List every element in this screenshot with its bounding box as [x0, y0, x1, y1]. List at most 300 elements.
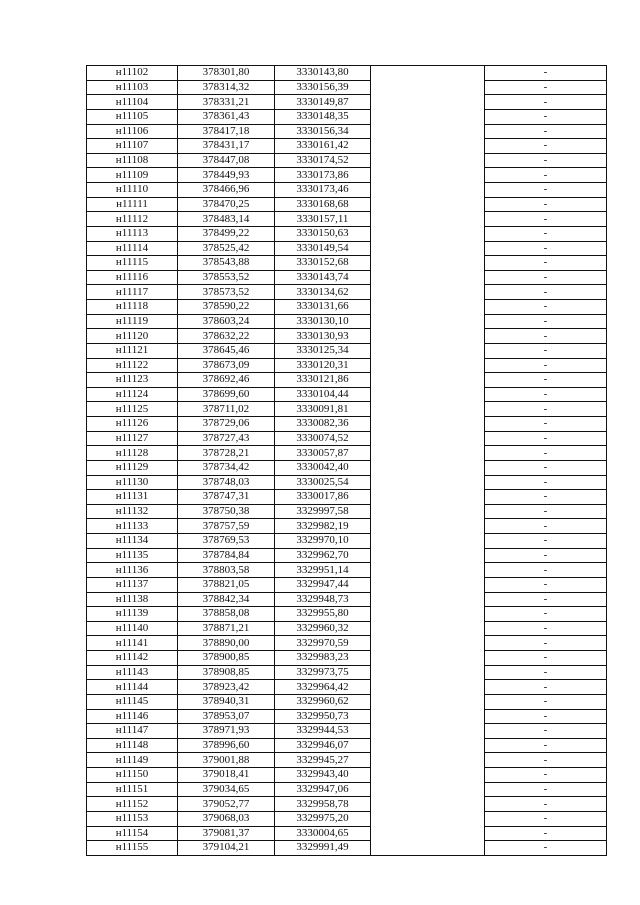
mark-cell: -: [485, 519, 607, 534]
note-cell: [371, 358, 485, 373]
note-cell: [371, 519, 485, 534]
point-cell: н11128: [87, 446, 178, 461]
table-row: [87, 300, 607, 315]
table-row: [87, 139, 607, 154]
x-coordinate-cell: 378331,21: [178, 95, 275, 110]
y-coordinate-cell: 3330134,62: [275, 285, 371, 300]
y-coordinate-cell: 3329983,23: [275, 651, 371, 666]
note-cell: [371, 329, 485, 344]
point-cell: н11133: [87, 519, 178, 534]
note-cell: [371, 826, 485, 841]
table-row: [87, 95, 607, 110]
mark-cell: -: [485, 490, 607, 505]
coordinates-table: [86, 65, 607, 856]
note-cell: [371, 226, 485, 241]
y-coordinate-cell: 3330149,87: [275, 95, 371, 110]
point-cell: н11154: [87, 826, 178, 841]
y-coordinate-cell: 3330004,65: [275, 826, 371, 841]
table-row: [87, 768, 607, 783]
table-row: [87, 168, 607, 183]
x-coordinate-cell: 378699,60: [178, 387, 275, 402]
x-coordinate-cell: 378900,85: [178, 651, 275, 666]
point-cell: н11125: [87, 402, 178, 417]
table-row: [87, 519, 607, 534]
y-coordinate-cell: 3330174,52: [275, 153, 371, 168]
x-coordinate-cell: 379081,37: [178, 826, 275, 841]
note-cell: [371, 534, 485, 549]
y-coordinate-cell: 3329962,70: [275, 548, 371, 563]
table-row: [87, 124, 607, 139]
point-cell: н11102: [87, 66, 178, 81]
x-coordinate-cell: 378711,02: [178, 402, 275, 417]
mark-cell: -: [485, 256, 607, 271]
table-row: [87, 534, 607, 549]
mark-cell: -: [485, 768, 607, 783]
table-row: [87, 577, 607, 592]
y-coordinate-cell: 3330091,81: [275, 402, 371, 417]
x-coordinate-cell: 378842,34: [178, 592, 275, 607]
note-cell: [371, 197, 485, 212]
y-coordinate-cell: 3330082,36: [275, 417, 371, 432]
y-coordinate-cell: 3329945,27: [275, 753, 371, 768]
y-coordinate-cell: 3329944,53: [275, 724, 371, 739]
note-cell: [371, 621, 485, 636]
point-cell: н11111: [87, 197, 178, 212]
x-coordinate-cell: 378871,21: [178, 621, 275, 636]
y-coordinate-cell: 3330173,86: [275, 168, 371, 183]
point-cell: н11126: [87, 417, 178, 432]
coordinates-table-body: [87, 66, 607, 856]
mark-cell: -: [485, 577, 607, 592]
mark-cell: -: [485, 95, 607, 110]
mark-cell: -: [485, 694, 607, 709]
note-cell: [371, 548, 485, 563]
y-coordinate-cell: 3330173,46: [275, 183, 371, 198]
table-row: [87, 665, 607, 680]
x-coordinate-cell: 378525,42: [178, 241, 275, 256]
y-coordinate-cell: 3329947,06: [275, 782, 371, 797]
y-coordinate-cell: 3330130,10: [275, 314, 371, 329]
table-row: [87, 811, 607, 826]
x-coordinate-cell: 379068,03: [178, 811, 275, 826]
x-coordinate-cell: 378470,25: [178, 197, 275, 212]
table-row: [87, 256, 607, 271]
note-cell: [371, 431, 485, 446]
note-cell: [371, 241, 485, 256]
x-coordinate-cell: 378996,60: [178, 738, 275, 753]
x-coordinate-cell: 378466,96: [178, 183, 275, 198]
note-cell: [371, 153, 485, 168]
x-coordinate-cell: 378784,84: [178, 548, 275, 563]
note-cell: [371, 607, 485, 622]
mark-cell: -: [485, 782, 607, 797]
y-coordinate-cell: 3329951,14: [275, 563, 371, 578]
mark-cell: -: [485, 124, 607, 139]
y-coordinate-cell: 3330148,35: [275, 109, 371, 124]
table-row: [87, 709, 607, 724]
note-cell: [371, 285, 485, 300]
mark-cell: -: [485, 183, 607, 198]
point-cell: н11149: [87, 753, 178, 768]
table-row: [87, 636, 607, 651]
mark-cell: -: [485, 226, 607, 241]
note-cell: [371, 168, 485, 183]
y-coordinate-cell: 3329955,80: [275, 607, 371, 622]
point-cell: н11117: [87, 285, 178, 300]
point-cell: н11123: [87, 373, 178, 388]
mark-cell: -: [485, 402, 607, 417]
point-cell: н11138: [87, 592, 178, 607]
mark-cell: -: [485, 300, 607, 315]
note-cell: [371, 314, 485, 329]
x-coordinate-cell: 378590,22: [178, 300, 275, 315]
mark-cell: -: [485, 636, 607, 651]
note-cell: [371, 109, 485, 124]
y-coordinate-cell: 3330143,80: [275, 66, 371, 81]
mark-cell: -: [485, 607, 607, 622]
y-coordinate-cell: 3330168,68: [275, 197, 371, 212]
y-coordinate-cell: 3330125,34: [275, 343, 371, 358]
note-cell: [371, 797, 485, 812]
mark-cell: -: [485, 329, 607, 344]
x-coordinate-cell: 378632,22: [178, 329, 275, 344]
point-cell: н11136: [87, 563, 178, 578]
point-cell: н11150: [87, 768, 178, 783]
y-coordinate-cell: 3329991,49: [275, 841, 371, 856]
x-coordinate-cell: 379104,21: [178, 841, 275, 856]
note-cell: [371, 753, 485, 768]
mark-cell: -: [485, 197, 607, 212]
table-row: [87, 109, 607, 124]
point-cell: н11112: [87, 212, 178, 227]
y-coordinate-cell: 3329960,62: [275, 694, 371, 709]
mark-cell: -: [485, 358, 607, 373]
mark-cell: -: [485, 285, 607, 300]
note-cell: [371, 738, 485, 753]
x-coordinate-cell: 378431,17: [178, 139, 275, 154]
point-cell: н11142: [87, 651, 178, 666]
point-cell: н11103: [87, 80, 178, 95]
mark-cell: -: [485, 417, 607, 432]
table-row: [87, 226, 607, 241]
table-row: [87, 343, 607, 358]
table-row: [87, 314, 607, 329]
mark-cell: -: [485, 651, 607, 666]
mark-cell: -: [485, 621, 607, 636]
point-cell: н11155: [87, 841, 178, 856]
point-cell: н11108: [87, 153, 178, 168]
note-cell: [371, 460, 485, 475]
point-cell: н11146: [87, 709, 178, 724]
table-row: [87, 782, 607, 797]
x-coordinate-cell: 378748,03: [178, 475, 275, 490]
point-cell: н11127: [87, 431, 178, 446]
mark-cell: -: [485, 665, 607, 680]
note-cell: [371, 270, 485, 285]
note-cell: [371, 183, 485, 198]
note-cell: [371, 782, 485, 797]
table-row: [87, 563, 607, 578]
table-row: [87, 753, 607, 768]
x-coordinate-cell: 378447,08: [178, 153, 275, 168]
mark-cell: -: [485, 109, 607, 124]
point-cell: н11144: [87, 680, 178, 695]
mark-cell: -: [485, 738, 607, 753]
table-row: [87, 797, 607, 812]
x-coordinate-cell: 378543,88: [178, 256, 275, 271]
x-coordinate-cell: 379034,65: [178, 782, 275, 797]
table-row: [87, 66, 607, 81]
note-cell: [371, 680, 485, 695]
y-coordinate-cell: 3330152,68: [275, 256, 371, 271]
note-cell: [371, 636, 485, 651]
table-row: [87, 651, 607, 666]
y-coordinate-cell: 3330120,31: [275, 358, 371, 373]
point-cell: н11132: [87, 504, 178, 519]
y-coordinate-cell: 3329943,40: [275, 768, 371, 783]
table-row: [87, 197, 607, 212]
note-cell: [371, 577, 485, 592]
mark-cell: -: [485, 534, 607, 549]
point-cell: н11122: [87, 358, 178, 373]
x-coordinate-cell: 378908,85: [178, 665, 275, 680]
y-coordinate-cell: 3330131,66: [275, 300, 371, 315]
point-cell: н11129: [87, 460, 178, 475]
x-coordinate-cell: 378821,05: [178, 577, 275, 592]
table-row: [87, 153, 607, 168]
point-cell: н11115: [87, 256, 178, 271]
table-row: [87, 387, 607, 402]
note-cell: [371, 95, 485, 110]
mark-cell: -: [485, 475, 607, 490]
x-coordinate-cell: 378361,43: [178, 109, 275, 124]
mark-cell: -: [485, 826, 607, 841]
note-cell: [371, 651, 485, 666]
x-coordinate-cell: 378803,58: [178, 563, 275, 578]
y-coordinate-cell: 3329948,73: [275, 592, 371, 607]
mark-cell: -: [485, 431, 607, 446]
table-row: [87, 621, 607, 636]
point-cell: н11124: [87, 387, 178, 402]
point-cell: н11153: [87, 811, 178, 826]
point-cell: н11116: [87, 270, 178, 285]
x-coordinate-cell: 378645,46: [178, 343, 275, 358]
mark-cell: -: [485, 592, 607, 607]
x-coordinate-cell: 378890,00: [178, 636, 275, 651]
x-coordinate-cell: 378953,07: [178, 709, 275, 724]
table-row: [87, 373, 607, 388]
y-coordinate-cell: 3330121,86: [275, 373, 371, 388]
table-row: [87, 460, 607, 475]
table-row: [87, 826, 607, 841]
y-coordinate-cell: 3329958,78: [275, 797, 371, 812]
note-cell: [371, 417, 485, 432]
x-coordinate-cell: 378750,38: [178, 504, 275, 519]
x-coordinate-cell: 378692,46: [178, 373, 275, 388]
mark-cell: -: [485, 548, 607, 563]
note-cell: [371, 841, 485, 856]
table-row: [87, 329, 607, 344]
mark-cell: -: [485, 811, 607, 826]
mark-cell: -: [485, 139, 607, 154]
mark-cell: -: [485, 343, 607, 358]
x-coordinate-cell: 378728,21: [178, 446, 275, 461]
point-cell: н11107: [87, 139, 178, 154]
y-coordinate-cell: 3330057,87: [275, 446, 371, 461]
table-row: [87, 504, 607, 519]
note-cell: [371, 373, 485, 388]
mark-cell: -: [485, 66, 607, 81]
table-row: [87, 607, 607, 622]
point-cell: н11118: [87, 300, 178, 315]
x-coordinate-cell: 378727,43: [178, 431, 275, 446]
point-cell: н11143: [87, 665, 178, 680]
y-coordinate-cell: 3329946,07: [275, 738, 371, 753]
table-row: [87, 490, 607, 505]
table-row: [87, 270, 607, 285]
x-coordinate-cell: 378734,42: [178, 460, 275, 475]
y-coordinate-cell: 3329973,75: [275, 665, 371, 680]
mark-cell: -: [485, 168, 607, 183]
y-coordinate-cell: 3329997,58: [275, 504, 371, 519]
note-cell: [371, 724, 485, 739]
x-coordinate-cell: 378971,93: [178, 724, 275, 739]
point-cell: н11106: [87, 124, 178, 139]
table-row: [87, 475, 607, 490]
note-cell: [371, 256, 485, 271]
note-cell: [371, 475, 485, 490]
y-coordinate-cell: 3330143,74: [275, 270, 371, 285]
table-row: [87, 431, 607, 446]
x-coordinate-cell: 378314,32: [178, 80, 275, 95]
x-coordinate-cell: 378673,09: [178, 358, 275, 373]
y-coordinate-cell: 3330074,52: [275, 431, 371, 446]
note-cell: [371, 80, 485, 95]
x-coordinate-cell: 379001,88: [178, 753, 275, 768]
y-coordinate-cell: 3330130,93: [275, 329, 371, 344]
mark-cell: -: [485, 270, 607, 285]
y-coordinate-cell: 3330161,42: [275, 139, 371, 154]
table-row: [87, 680, 607, 695]
x-coordinate-cell: 378553,52: [178, 270, 275, 285]
mark-cell: -: [485, 80, 607, 95]
y-coordinate-cell: 3329975,20: [275, 811, 371, 826]
note-cell: [371, 504, 485, 519]
mark-cell: -: [485, 504, 607, 519]
point-cell: н11109: [87, 168, 178, 183]
y-coordinate-cell: 3329960,32: [275, 621, 371, 636]
note-cell: [371, 592, 485, 607]
y-coordinate-cell: 3330017,86: [275, 490, 371, 505]
note-cell: [371, 490, 485, 505]
table-row: [87, 724, 607, 739]
note-cell: [371, 124, 485, 139]
x-coordinate-cell: 378747,31: [178, 490, 275, 505]
mark-cell: -: [485, 709, 607, 724]
point-cell: н11130: [87, 475, 178, 490]
y-coordinate-cell: 3329947,44: [275, 577, 371, 592]
y-coordinate-cell: 3329964,42: [275, 680, 371, 695]
x-coordinate-cell: 378449,93: [178, 168, 275, 183]
mark-cell: -: [485, 387, 607, 402]
point-cell: н11114: [87, 241, 178, 256]
table-row: [87, 241, 607, 256]
point-cell: н11131: [87, 490, 178, 505]
note-cell: [371, 811, 485, 826]
note-cell: [371, 387, 485, 402]
mark-cell: -: [485, 373, 607, 388]
point-cell: н11121: [87, 343, 178, 358]
note-cell: [371, 402, 485, 417]
table-row: [87, 212, 607, 227]
note-cell: [371, 709, 485, 724]
x-coordinate-cell: 379052,77: [178, 797, 275, 812]
y-coordinate-cell: 3330042,40: [275, 460, 371, 475]
x-coordinate-cell: 379018,41: [178, 768, 275, 783]
table-row: [87, 592, 607, 607]
point-cell: н11152: [87, 797, 178, 812]
x-coordinate-cell: 378603,24: [178, 314, 275, 329]
table-row: [87, 738, 607, 753]
point-cell: н11104: [87, 95, 178, 110]
y-coordinate-cell: 3330149,54: [275, 241, 371, 256]
note-cell: [371, 66, 485, 81]
mark-cell: -: [485, 212, 607, 227]
point-cell: н11141: [87, 636, 178, 651]
mark-cell: -: [485, 241, 607, 256]
y-coordinate-cell: 3330157,11: [275, 212, 371, 227]
x-coordinate-cell: 378729,06: [178, 417, 275, 432]
note-cell: [371, 300, 485, 315]
point-cell: н11139: [87, 607, 178, 622]
mark-cell: -: [485, 153, 607, 168]
table-row: [87, 358, 607, 373]
y-coordinate-cell: 3330025,54: [275, 475, 371, 490]
x-coordinate-cell: 378301,80: [178, 66, 275, 81]
point-cell: н11151: [87, 782, 178, 797]
table-row: [87, 285, 607, 300]
point-cell: н11145: [87, 694, 178, 709]
y-coordinate-cell: 3330150,63: [275, 226, 371, 241]
note-cell: [371, 343, 485, 358]
x-coordinate-cell: 378499,22: [178, 226, 275, 241]
mark-cell: -: [485, 314, 607, 329]
table-row: [87, 402, 607, 417]
point-cell: н11147: [87, 724, 178, 739]
table-row: [87, 183, 607, 198]
x-coordinate-cell: 378769,53: [178, 534, 275, 549]
table-row: [87, 417, 607, 432]
table-row: [87, 446, 607, 461]
point-cell: н11135: [87, 548, 178, 563]
point-cell: н11120: [87, 329, 178, 344]
mark-cell: -: [485, 446, 607, 461]
mark-cell: -: [485, 460, 607, 475]
table-row: [87, 548, 607, 563]
x-coordinate-cell: 378940,31: [178, 694, 275, 709]
note-cell: [371, 139, 485, 154]
table-row: [87, 841, 607, 856]
point-cell: н11105: [87, 109, 178, 124]
y-coordinate-cell: 3330156,39: [275, 80, 371, 95]
note-cell: [371, 563, 485, 578]
x-coordinate-cell: 378858,08: [178, 607, 275, 622]
mark-cell: -: [485, 724, 607, 739]
x-coordinate-cell: 378757,59: [178, 519, 275, 534]
x-coordinate-cell: 378483,14: [178, 212, 275, 227]
x-coordinate-cell: 378923,42: [178, 680, 275, 695]
point-cell: н11140: [87, 621, 178, 636]
